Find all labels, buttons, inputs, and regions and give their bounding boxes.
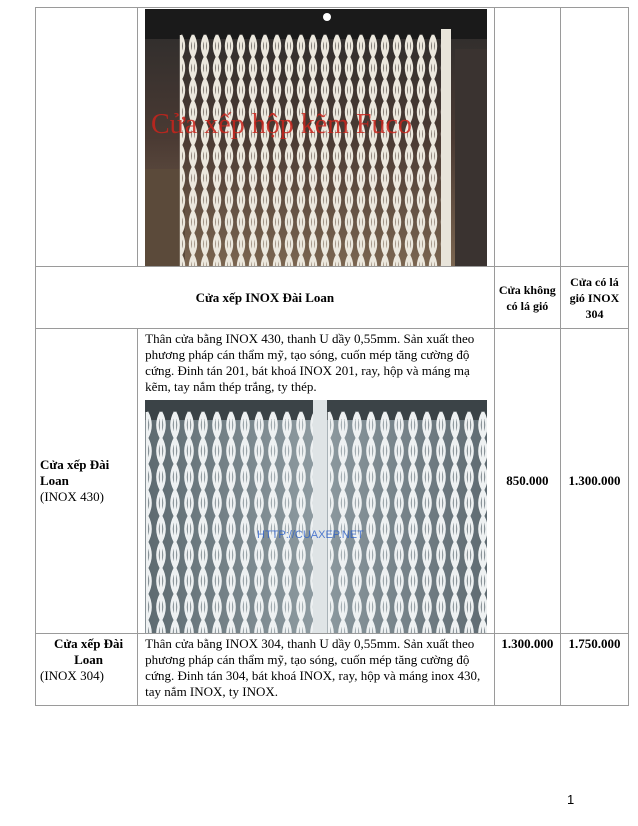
- product-description: Thân cửa bằng INOX 304, thanh U dầy 0,55mm. Sản xuất theo phương pháp cán thẩm mỹ, tạo sóng, cuốn mép tăng cường độ cứng. Đinh tán 304, bát khoá INOX, ray, hộp và máng inox 430, tay nắm INOX, ty INOX.: [145, 636, 481, 699]
- header-row: [36, 267, 629, 329]
- gate-photo-fuco: [145, 9, 487, 266]
- product-material: (INOX 430): [40, 489, 104, 504]
- top-image-cell: [138, 8, 495, 267]
- table-row-inox-304: [36, 634, 629, 706]
- product-name: Cửa xếp Đài Loan: [40, 457, 110, 488]
- price-table: [35, 7, 629, 706]
- price-no-louver: 850.000: [506, 473, 549, 488]
- empty-cell: [494, 8, 560, 267]
- price-louver: 1.300.000: [568, 473, 621, 488]
- photo-watermark: Cửa xếp hộp kẽm Fuco: [151, 109, 413, 140]
- table-row-inox-430: [36, 329, 629, 634]
- photo-watermark: HTTP://CUAXEP.NET: [257, 529, 364, 541]
- image-row: [36, 8, 629, 267]
- col-header-no-louver: Cửa không có lá gió: [498, 282, 556, 313]
- table-title: Cửa xếp INOX Đài Loan: [195, 289, 335, 305]
- col-header-louver: Cửa có lá gió INOX 304: [569, 274, 620, 321]
- product-material: (INOX 304): [40, 668, 104, 683]
- page-number: 1: [567, 792, 575, 807]
- product-description: Thân cửa bằng INOX 430, thanh U dầy 0,55mm. Sản xuất theo phương pháp cán thẩm mỹ, tạo sóng, cuốn mép tăng cường độ cứng. Đinh tán 201, bát khoá INOX 201, ray, hộp và máng mạ kẽm, tay nắm thép trắng, ty thép.: [145, 331, 475, 394]
- gate-photo-inox-430: [145, 400, 487, 633]
- price-no-louver: 1.300.000: [501, 636, 554, 651]
- product-name: Cửa xếp Đài Loan: [53, 636, 124, 667]
- price-louver: 1.750.000: [568, 636, 621, 651]
- empty-cell: [36, 8, 138, 267]
- empty-cell: [560, 8, 628, 267]
